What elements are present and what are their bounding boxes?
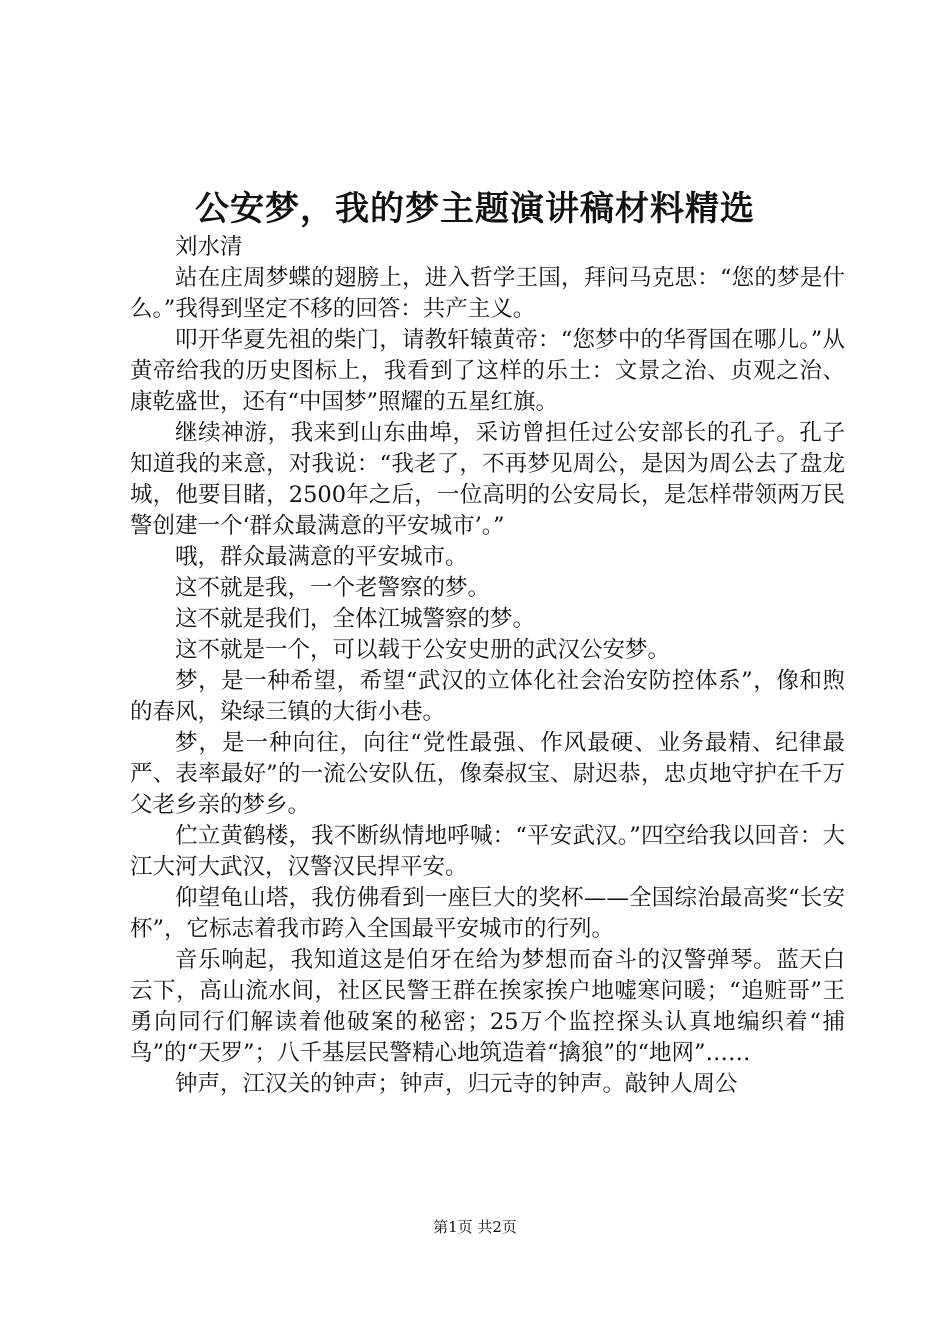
paragraph: 哦，群众最满意的平安城市。 — [175, 544, 468, 570]
author-line: 刘水清 — [175, 234, 243, 260]
document-body — [130, 232, 845, 1100]
paragraph: 梦，是一种希望，希望“武汉的立体化社会治安防控体系”，像和煦的春风，染绿三镇的大街小巷。 — [130, 668, 845, 725]
paragraph: 这不就是我，一个老警察的梦。 — [175, 575, 491, 601]
document-title: 公安梦，我的梦主题演讲稿材料精选 — [195, 189, 755, 229]
paragraph: 这不就是一个，可以载于公安史册的武汉公安梦。 — [175, 637, 671, 663]
paragraph: 这不就是我们，全体江城警察的梦。 — [175, 606, 536, 632]
paragraph: 仰望龟山塔，我仿佛看到一座巨大的奖杯——全国综治最高奖“长安杯”，它标志着我市跨入全国最平安城市的行列。 — [130, 885, 845, 942]
paragraph: 站在庄周梦蝶的翅膀上，进入哲学王国，拜问马克思：“您的梦是什么。”我得到坚定不移的回答：共产主义。 — [130, 265, 845, 322]
paragraph: 继续神游，我来到山东曲埠，采访曾担任过公安部长的孔子。孔子知道我的来意，对我说：“我老了，不再梦见周公，是因为周公去了盘龙城，他要目睹，2500年之后，一位高明的公安局长，是怎样带领两万民警创建一个‘群众最满意的平安城市’。” — [130, 420, 845, 539]
paragraph: 梦，是一种向往，向往“党性最强、作风最硬、业务最精、纪律最严、表率最好”的一流公安队伍，像秦叔宝、尉迟恭，忠贞地守护在千万父老乡亲的梦乡。 — [130, 730, 845, 818]
paragraph: 叩开华夏先祖的柴门，请教轩辕黄帝：“您梦中的华胥国在哪儿。”从黄帝给我的历史图标上，我看到了这样的乐土：文景之治、贞观之治、康乾盛世，还有“中国梦”照耀的五星红旗。 — [130, 327, 845, 415]
page-footer: 第1页 共2页 — [433, 1218, 517, 1236]
paragraph: 音乐响起，我知道这是伯牙在给为梦想而奋斗的汉警弹琴。蓝天白云下，高山流水间，社区民警王群在挨家挨户地嘘寒问暖；“追赃哥”王勇向同行们解读着他破案的秘密；25万个监控探头认真地编织着“捕鸟”的“天罗”；八千基层民警精心地筑造着“擒狼”的“地网”…… — [130, 947, 845, 1066]
paragraph: 伫立黄鹤楼，我不断纵情地呼喊：“平安武汉。”四空给我以回音：大江大河大武汉，汉警汉民捍平安。 — [130, 823, 845, 880]
paragraph: 钟声，江汉关的钟声；钟声，归元寺的钟声。敲钟人周公 — [175, 1071, 738, 1097]
